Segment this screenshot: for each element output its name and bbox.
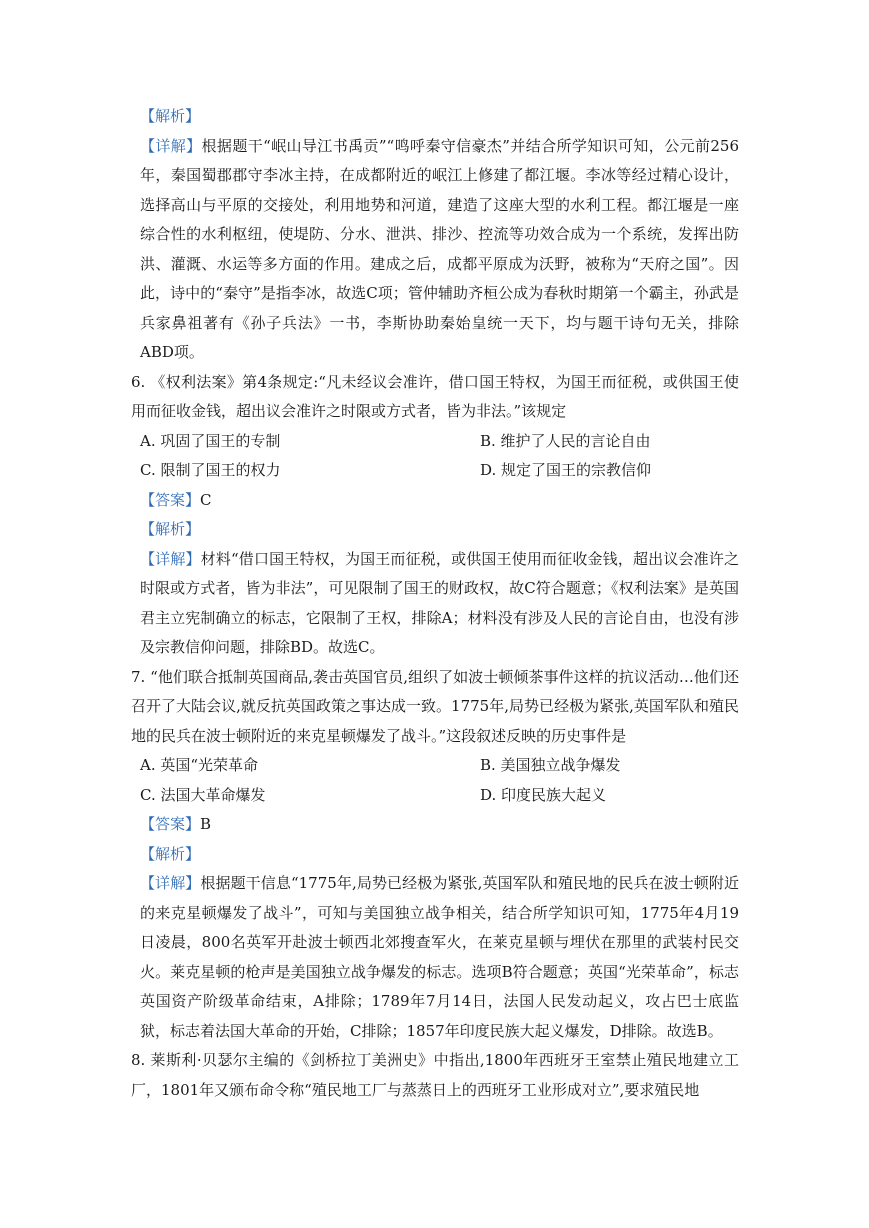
q6-analysis-tag — [131, 515, 739, 545]
q6-detail — [131, 545, 739, 663]
answer-value: B — [200, 815, 212, 833]
detail-tag: 【详解】 — [140, 549, 201, 568]
q7-option-c: C. 法国大革命爆发 — [140, 785, 266, 804]
q6-option-b: B. 维护了人民的言论自由 — [480, 431, 651, 450]
analysis-tag: 【解析】 — [140, 844, 201, 863]
detail-text: 根据题干信息“1775年,局势已经极为紧张,英国军队和殖民地的民兵在波士顿附近的来克星顿爆发了战斗”，可知与美国独立战争相关，结合所学知识可知，1775年4月19日凌晨，800名英军开赴波士顿西北郊搜查军火，在莱克星顿与埋伏在那里的武装村民交火。莱克星顿的枪声是美国独立战争爆发的标志。选项B符合题意；英国“光荣革命”，标志英国资产阶级革命结束，A排除；1789年7月14日，法国人民发动起义，攻占巴士底监狱，标志着法国大革命的开始，C排除；1857年印度民族大起义爆发，D排除。故选B。 — [140, 874, 739, 1040]
q7-option-b: B. 美国独立战争爆发 — [480, 756, 621, 774]
q7-options-row-1 — [131, 751, 739, 781]
q6-options-row-2 — [131, 456, 739, 486]
q7-answer — [131, 810, 739, 840]
q6-answer — [131, 486, 739, 516]
answer-tag: 【答案】 — [140, 490, 201, 509]
q7-option-a: A. 英国“光荣革命 — [140, 756, 259, 774]
detail-tag: 【详解】 — [140, 874, 201, 892]
analysis-tag: 【解析】 — [140, 107, 201, 125]
detail-tag: 【详解】 — [140, 136, 202, 155]
analysis-tag: 【解析】 — [140, 520, 201, 538]
q7-option-d: D. 印度民族大起义 — [480, 785, 607, 804]
detail-text: 根据题干“岷山导江书禹贡”“鸣呼秦守信豪杰”并结合所学知识可知，公元前256年，秦国蜀郡郡守李冰主持，在成都附近的岷江上修建了都江堰。李冰等经过精心设计，选择高山与平原的交接处，利用地势和河道，建造了这座大型的水利工程。都江堰是一座综合性的水利枢纽，使堤防、分水、泄洪、排沙、控流等功效合成为一个系统，发挥出防洪、灌溉、水运等多方面的作用。建成之后，成都平原成为沃野，被称为“天府之国”。因此，诗中的“秦守”是指李冰，故选C项；管仲辅助齐桓公成为春秋时期第一个霸主，孙武是兵家鼻祖著有《孙子兵法》一书，李斯协助秦始皇统一天下，均与题干诗句无关，排除ABD项。 — [140, 136, 739, 361]
q6-stem: 6. 《权利法案》第4条规定:“凡未经议会准许，借口国王特权，为国王而征税，或供国王使用而征收金钱，超出议会准许之时限或方式者，皆为非法。”该规定 — [131, 372, 739, 420]
answer-value: C — [200, 490, 212, 509]
q6-option-a: A. 巩固了国王的专制 — [140, 431, 281, 450]
answer-tag: 【答案】 — [140, 815, 201, 833]
q5-analysis-tag — [131, 102, 739, 132]
q7-stem: 7. “他们联合抵制英国商品,袭击英国官员,组织了如波士顿倾茶事件这样的抗议活动…他们还召开了大陆会议,就反抗英国政策之事达成一致。1775年,局势已经极为紧张,英国军队和殖民地的民兵在波士顿附近的来克星顿爆发了战斗。”这段叙述反映的历史事件是 — [131, 667, 739, 745]
q6-option-d: D. 规定了国王的宗教信仰 — [480, 461, 652, 479]
detail-text: 材料“借口国王特权，为国王而征税，或供国王使用而征收金钱，超出议会准许之时限或方式者，皆为非法”，可见限制了国王的财政权，故C符合题意；《权利法案》是英国君主立宪制确立的标志，它限制了王权，排除A；材料没有涉及人民的言论自由，也没有涉及宗教信仰问题，排除BD。故选C。 — [140, 549, 739, 656]
q7-options-row-2 — [131, 781, 739, 811]
q7-analysis-tag — [131, 840, 739, 870]
q5-detail — [131, 132, 739, 368]
q6-option-c: C. 限制了国王的权力 — [140, 461, 281, 479]
document-content — [131, 102, 739, 1105]
q7-detail — [131, 869, 739, 1046]
q8-stem: 8. 莱斯利·贝瑟尔主编的《剑桥拉丁美洲史》中指出,1800年西班牙王室禁止殖民地建立工厂，1801年又颁布命令称“殖民地工厂与蒸蒸日上的西班牙工业形成对立”,要求殖民地 — [131, 1051, 739, 1099]
q6-options-row-1 — [131, 427, 739, 457]
